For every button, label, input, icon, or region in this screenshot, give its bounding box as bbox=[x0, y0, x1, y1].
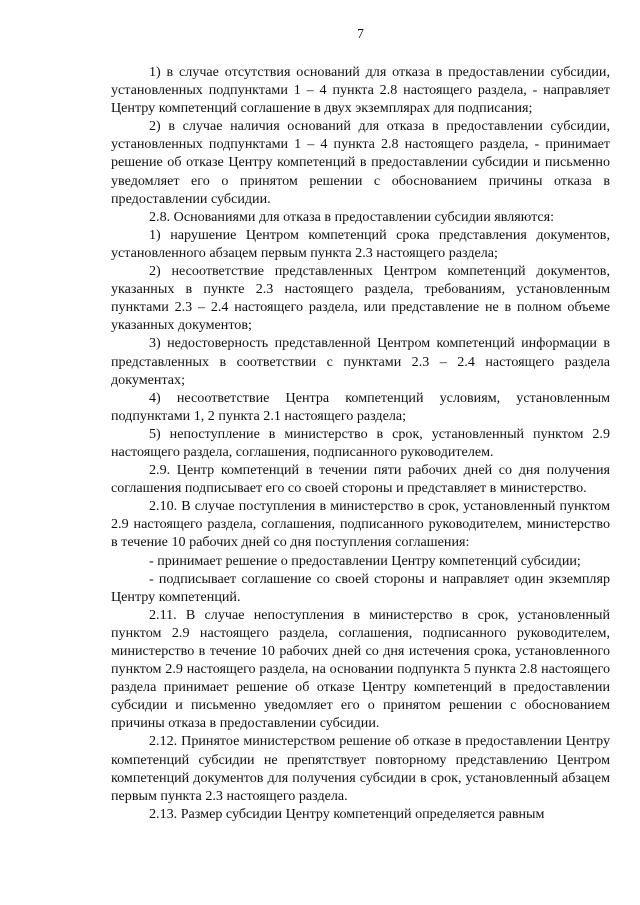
paragraph-2-8-item-1: 1) нарушение Центром компетенций срока представления документов, установленного абзацем первым пункта 2.3 настоящего раздела; bbox=[111, 226, 610, 261]
paragraph-2-11: 2.11. В случае непоступления в министерство в срок, установленный пунктом 2.9 настоящего раздела, соглашения, подписанного руководителем, министерство в течение 10 рабочих дней со дня истечения срока, установленного пунктом 2.9 настоящего раздела, на основании подпункта 5 пункта 2.8 настоящего раздела принимает решение об отказе Центру компетенций в предоставлении субсидии и письменно уведомляет его о принятом решении с обоснованием причины отказа в предоставлении субсидии. bbox=[111, 606, 610, 732]
paragraph-2-10-dash-2: - подписывает соглашение со своей стороны и направляет один экземпляр Центру компетенций. bbox=[111, 570, 610, 605]
paragraph-2-12: 2.12. Принятое министерством решение об отказе в предоставлении Центру компетенций субсидии не препятствует повторному представлению Центром компетенций документов для получения субсидии в срок, установленный абзацем первым пункта 2.3 настоящего раздела. bbox=[111, 733, 610, 804]
paragraph-2-grounds-for-refusal: 2) в случае наличия оснований для отказа в предоставлении субсидии, установленных подпунктами 1 – 4 пункта 2.8 настоящего раздела, - принимает решение об отказе Центру компетенций в предоставлении субсидии и письменно уведомляет его о принятом решении с обоснованием причины отказа в предоставлении субсидии. bbox=[111, 118, 610, 207]
paragraph-2-10: 2.10. В случае поступления в министерство в срок, установленный пунктом 2.9 настоящего раздела, соглашения, подписанного руководителем, министерство в течение 10 рабочих дней со дня поступления соглашения: bbox=[111, 498, 610, 551]
paragraph-2-8-heading: 2.8. Основаниями для отказа в предоставлении субсидии являются: bbox=[149, 208, 555, 225]
paragraph-1-no-grounds: 1) в случае отсутствия оснований для отказа в предоставлении субсидии, установленных подпунктами 1 – 4 пункта 2.8 настоящего раздела, - направляет Центру компетенций соглашение в двух экземплярах для подписания; bbox=[111, 64, 610, 117]
page-number: 7 bbox=[357, 26, 364, 41]
paragraph-2-8-item-4: 4) несоответствие Центра компетенций условиям, установленным подпунктами 1, 2 пункта 2.1 настоящего раздела; bbox=[111, 389, 610, 424]
paragraph-2-9: 2.9. Центр компетенций в течении пяти рабочих дней со дня получения соглашения подписывает его со своей стороны и представляет в министерство. bbox=[111, 462, 610, 497]
paragraph-2-8-item-2: 2) несоответствие представленных Центром компетенций документов, указанных в пункте 2.3 настоящего раздела, требованиям, установленным пунктами 2.3 – 2.4 настоящего раздела, или представление не в полном объеме указанных документов; bbox=[111, 263, 610, 334]
paragraph-2-10-dash-1: - принимает решение о предоставлении Центру компетенций субсидии; bbox=[149, 552, 581, 569]
paragraph-2-8-item-5: 5) непоступление в министерство в срок, установленный пунктом 2.9 настоящего раздела, соглашения, подписанного руководителем. bbox=[111, 425, 610, 460]
paragraph-2-13: 2.13. Размер субсидии Центру компетенций определяется равным bbox=[149, 805, 545, 822]
paragraph-2-8-item-3: 3) недостоверность представленной Центром компетенций информации в представленных в соответствии с пунктами 2.3 – 2.4 настоящего раздела документах; bbox=[111, 335, 610, 388]
document-page bbox=[111, 26, 610, 823]
